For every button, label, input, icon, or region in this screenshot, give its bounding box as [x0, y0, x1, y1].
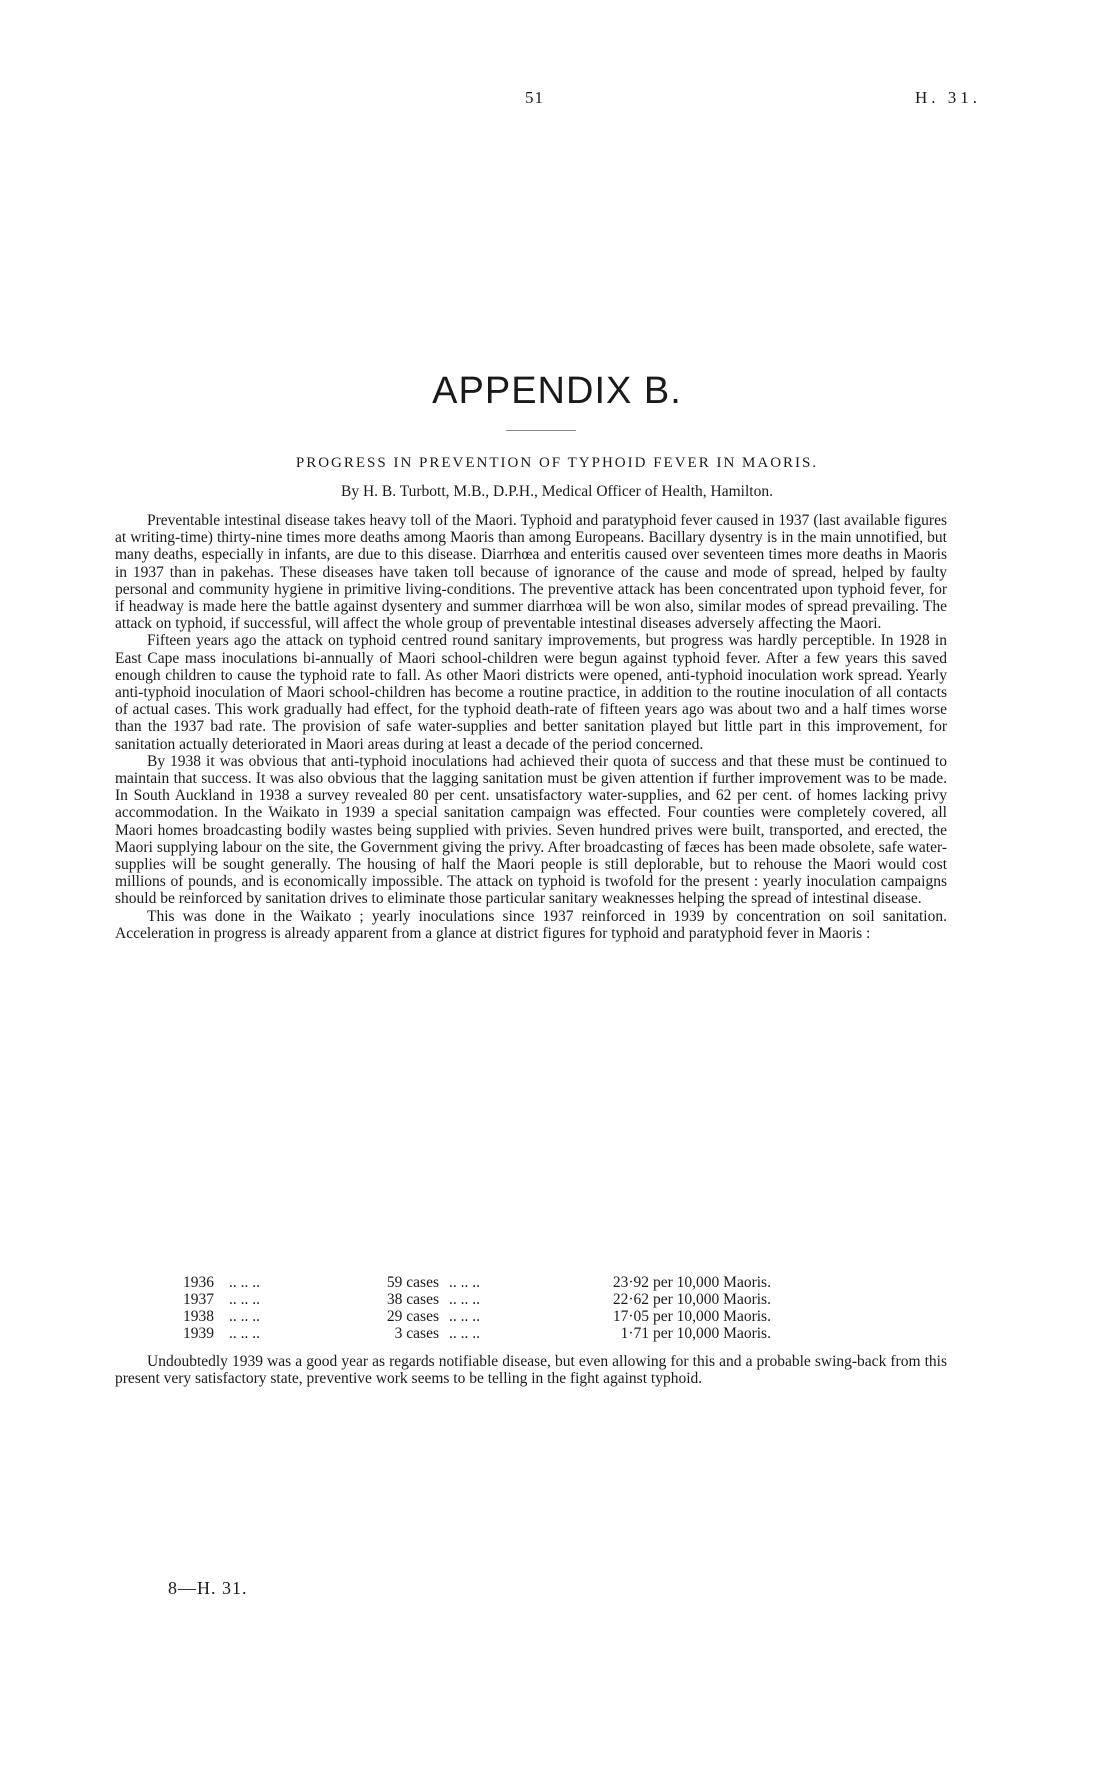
table-row: [183, 1325, 771, 1342]
cases-cell: 3 cases: [394, 1325, 439, 1342]
closing-paragraph-block: [115, 1353, 947, 1387]
paragraph: Fifteen years ago the attack on typhoid centred round sanitary improvements, but progress was hardly perceptible. In 1928 in East Cape mass inoculations bi-annually of Maori school-children were begun against typhoid fever. After a few years this saved enough children to cause the typhoid rate to fall. As other Maori districts were opened, anti-typhoid inoculation work spread. Yearly anti-typhoid inoculation of Maori school-children has become a routine practice, in addition to the routine inoculation of all contacts of actual cases. This work gradually had effect, for the typhoid death-rate of fifteen years ago was about two and a half times worse than the 1937 bad rate. The provision of safe water-supplies and better sanitation played but little part in this improvement, for sanitation actually deteriorated in Maori areas during at least a decade of the period concerned.: [115, 632, 947, 753]
page-number: 51: [525, 88, 544, 107]
table-row: [183, 1291, 771, 1308]
year-cell: 1936: [183, 1274, 214, 1291]
cases-cell: 38 cases: [386, 1291, 439, 1308]
paragraph: By 1938 it was obvious that anti-typhoid inoculations had achieved their quota of success and that these must be continued to maintain that success. It was also obvious that the lagging sanitation must be given attention if further improvement was to be made. In South Auckland in 1938 a survey revealed 80 per cent. unsatisfactory water-supplies, and 62 per cent. of homes lacking privy accommodation. In the Waikato in 1939 a special sanitation campaign was effected. Four counties were completely covered, all Maori homes broadcasting bodily wastes being supplied with privies. Seven hundred prives were built, transported, and erected, the Maori supplying labour on the site, the Government giving the privy. After broadcasting of fæces has been made obsolete, safe water-supplies will be sought generally. The housing of half the Maori people is still deplorable, but to rehouse the Maori would cost millions of pounds, and is economically impossible. The attack on typhoid is twofold for the present : yearly inoculation campaigns should be reinforced by sanitation drives to eliminate those particular sanitary weaknesses helping the spread of intestinal disease.: [115, 752, 947, 908]
year-cell: 1939: [183, 1325, 214, 1342]
leader-dots: .. .. ..: [229, 1274, 260, 1291]
typhoid-statistics-table: [183, 1274, 771, 1342]
table-row: [183, 1274, 771, 1291]
rate-unit: per 10,000 Maoris.: [653, 1308, 771, 1325]
cases-cell: 59 cases: [386, 1274, 439, 1291]
rate-unit: per 10,000 Maoris.: [653, 1325, 771, 1342]
table-row: [183, 1308, 771, 1325]
appendix-title: APPENDIX B.: [432, 370, 682, 412]
article-byline: By H. B. Turbott, M.B., D.P.H., Medical Officer of Health, Hamilton.: [341, 483, 773, 500]
leader-dots: .. .. ..: [449, 1308, 480, 1325]
year-cell: 1937: [183, 1291, 214, 1308]
cases-cell: 29 cases: [386, 1308, 439, 1325]
paragraph: Preventable intestinal disease takes heavy toll of the Maori. Typhoid and paratyphoid fever caused in 1937 (last available figures at writing-time) thirty-nine times more deaths among Maoris than among Europeans. Bacillary dysentry is in the main unnotified, but many deaths, especially in infants, are due to this disease. Diarrhœa and enteritis caused over seventeen times more deaths in Maoris in 1937 than in pakehas. These diseases have taken toll because of ignorance of the cause and mode of spread, helped by faulty personal and community hygiene in primitive living-conditions. The preventive attack has been concentrated upon typhoid fever, for if headway is made here the battle against dysentery and summer diarrhœa will be won also, similar modes of spread prevailing. The attack on typhoid, if successful, will affect the whole group of preventable intestinal diseases adversely affecting the Maori.: [115, 512, 947, 633]
rate-cell: 22·62: [612, 1291, 649, 1308]
article-heading: PROGRESS IN PREVENTION OF TYPHOID FEVER IN MAORIS.: [295, 455, 819, 471]
article-body: [115, 512, 947, 942]
leader-dots: .. .. ..: [229, 1308, 260, 1325]
title-divider: [506, 430, 576, 431]
leader-dots: .. .. ..: [229, 1325, 260, 1342]
signature-mark: 8—H. 31.: [168, 1578, 248, 1598]
leader-dots: .. .. ..: [229, 1291, 260, 1308]
year-cell: 1938: [183, 1308, 214, 1325]
rate-cell: 1·71: [620, 1325, 649, 1342]
rate-unit: per 10,000 Maoris.: [653, 1291, 771, 1308]
leader-dots: .. .. ..: [449, 1325, 480, 1342]
rate-cell: 17·05: [612, 1308, 649, 1325]
leader-dots: .. .. ..: [449, 1291, 480, 1308]
paragraph: This was done in the Waikato ; yearly inoculations since 1937 reinforced in 1939 by concentration on soil sanitation. Acceleration in progress is already apparent from a glance at district figures for typhoid and paratyphoid fever in Maoris :: [115, 907, 947, 942]
paragraph: Undoubtedly 1939 was a good year as regards notifiable disease, but even allowing for this and a probable swing-back from this present very satisfactory state, preventive work seems to be telling in the fight against typhoid.: [115, 1353, 947, 1388]
document-reference: H. 31.: [915, 88, 982, 107]
leader-dots: .. .. ..: [449, 1274, 480, 1291]
rate-unit: per 10,000 Maoris.: [653, 1274, 771, 1291]
rate-cell: 23·92: [612, 1274, 649, 1291]
